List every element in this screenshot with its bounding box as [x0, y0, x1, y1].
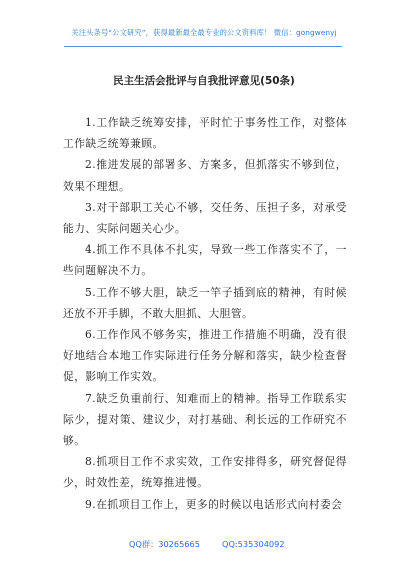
list-item: 6.工作作风不够务实，推进工作措施不明确，没有很好地结合本地工作实际进行任务分解和落实，缺少检查督促，影响工作实效。 [63, 328, 347, 384]
list-item: 9.在抓项目工作上，更多的时候以电话形式向村委会 [85, 497, 343, 511]
list-item: 8.抓项目工作不求实效，工作安排得多，研究督促得少，时效性差，统筹推进慢。 [63, 455, 347, 490]
header-notice: 关注头条号“公文研究”，获得最新最全最专业的公文资料库！ 微信：gongwenyj [71, 28, 337, 37]
list-item: 3.对干部职工关心不够，交任务、压担子多，对承受能力、实际问题关心少。 [63, 200, 347, 236]
list-item: 2.推进发展的部署多、方案多，但抓落实不够到位，效果不理想。 [63, 158, 347, 193]
footer-qq-contact: QQ:535304092 [222, 539, 285, 549]
page-title: 民主生活会批评与自我批评意见(50条) [113, 75, 295, 87]
list-item: 1.工作缺乏统筹安排，平时忙于事务性工作，对整体工作缺乏统筹兼顾。 [63, 116, 347, 151]
list-item: 7.缺乏负重前行、知难而上的精神。指导工作联系实际少，提对策、建议少，对打基础、利长远的工作研究不够。 [63, 391, 347, 448]
footer [0, 539, 408, 555]
list-item: 4.抓工作不具体不扎实，导致一些工作落实不了，一些问题解决不力。 [63, 243, 347, 278]
header-divider [64, 46, 342, 47]
document-body [63, 112, 347, 515]
list-item: 5.工作不够大胆，缺乏一竿子插到底的精神，有时候还放不开手脚，不敢大胆抓、大胆管。 [63, 285, 347, 320]
footer-qq-group: QQ群：30265665 [129, 539, 200, 549]
